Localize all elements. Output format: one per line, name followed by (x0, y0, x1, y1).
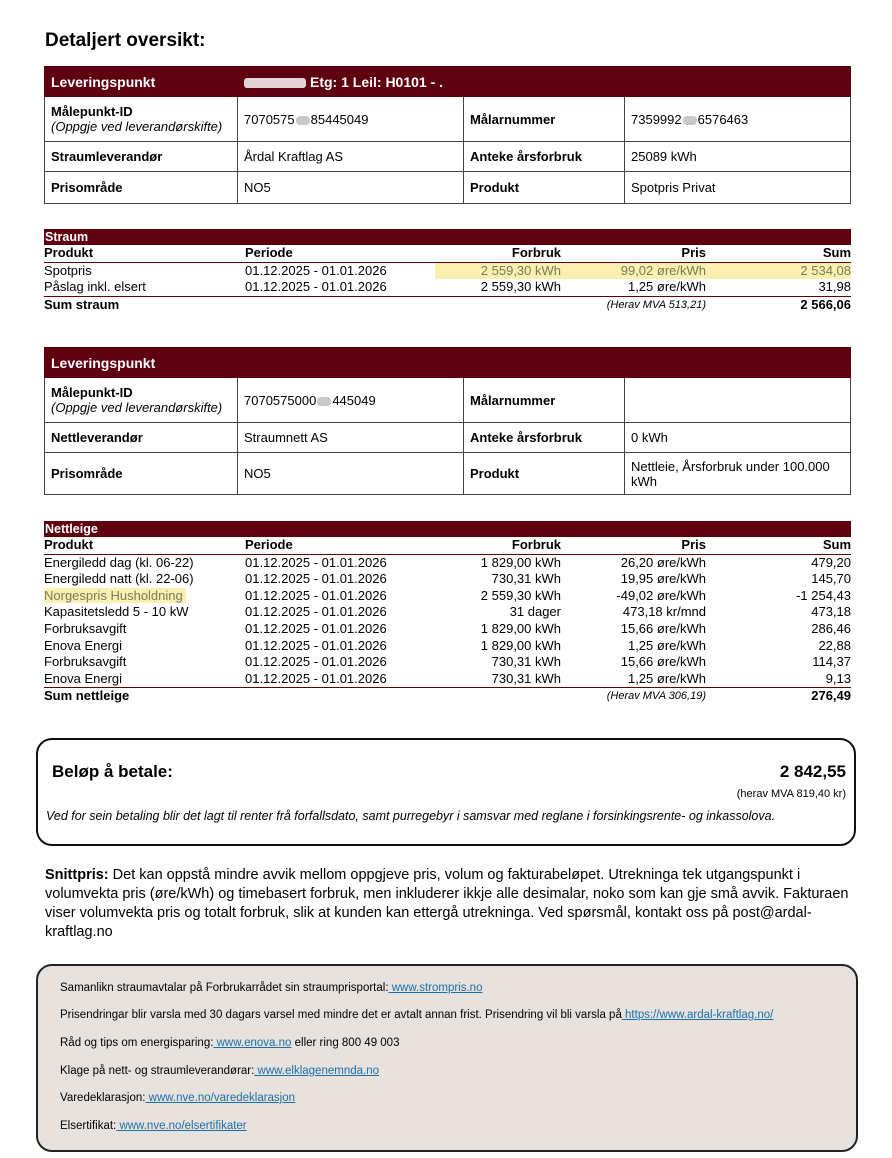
nettleige-title: Nettleige (44, 521, 851, 537)
network-meterpoint-value: 7070575000 445049 (238, 378, 464, 423)
network-header-label: Leveringspunkt (45, 348, 851, 378)
table-row: Energiledd natt (kl. 22-06) 01.12.2025 - 01.01.2026 730,31 kWh 19,95 øre/kWh 145,70 (44, 571, 851, 587)
product-value: Spotpris Privat (625, 172, 851, 204)
redacted-digits (317, 397, 331, 406)
network-product-value: Nettleie, Årsforbruk under 100.000 kWh (625, 453, 851, 495)
supply-header-label: Leveringspunkt (45, 67, 238, 97)
payment-amount: 2 842,55 (779, 762, 846, 781)
table-row: Forbruksavgift 01.12.2025 - 01.01.2026 730,31 kWh 15,66 øre/kWh 114,37 (44, 654, 851, 670)
price-area-label: Prisområde (45, 172, 238, 204)
price-area-value: NO5 (238, 172, 464, 204)
table-row: Energiledd dag (kl. 06-22) 01.12.2025 - 01.01.2026 1 829,00 kWh 26,20 øre/kWh 479,20 (44, 554, 851, 570)
table-row: Spotpris 01.12.2025 - 01.01.2026 2 559,30 kWh 99,02 øre/kWh 2 534,08 (44, 262, 851, 278)
table-row: Forbruksavgift 01.12.2025 - 01.01.2026 1 829,00 kWh 15,66 øre/kWh 286,46 (44, 620, 851, 636)
network-price-area-label: Prisområde (45, 453, 238, 495)
nve-varedeklarasjon-link[interactable]: www.nve.no/varedeklarasjon (145, 1092, 296, 1104)
info-line-certificate: Elsertifikat: www.nve.no/elsertifikater (60, 1120, 247, 1132)
highlighted-usage: 2 559,30 kWh (435, 263, 561, 280)
highlighted-product: Norgespris Husholdning (44, 588, 186, 603)
supply-meter-number-label: Målarnummer (464, 97, 625, 142)
grid-operator-value: Straumnett AS (238, 423, 464, 453)
redacted-address (244, 78, 306, 88)
network-price-area-value: NO5 (238, 453, 464, 495)
info-line-complaint: Klage på nett- og straumleverandørar: www.elklagenemnda.no (60, 1065, 379, 1077)
supply-meterpoint-value: 7070575 85445049 (238, 97, 464, 142)
payment-box (36, 738, 856, 846)
table-row: Enova Energi 01.12.2025 - 01.01.2026 1 829,00 kWh 1,25 øre/kWh 22,88 (44, 637, 851, 653)
nettleige-sum-row: Sum nettleige (Herav MVA 306,19) 276,49 (44, 688, 851, 704)
nettleige-table (44, 521, 851, 705)
network-delivery-point-table (44, 347, 851, 495)
straum-table (44, 229, 851, 313)
redacted-digits (296, 116, 310, 125)
table-row: Norgespris Husholdning 01.12.2025 - 01.01.2026 2 559,30 kWh -49,02 øre/kWh -1 254,43 (44, 587, 851, 603)
nettleige-header-row: Produkt Periode Forbruk Pris Sum (44, 537, 851, 555)
supplier-label: Straumleverandør (45, 142, 238, 172)
highlighted-sum: 2 534,08 (706, 263, 851, 280)
info-line-enova: Råd og tips om energisparing: www.enova.no eller ring 800 49 003 (60, 1037, 400, 1049)
supply-meter-number-value: 7359992 6576463 (625, 97, 851, 142)
payment-mva: (herav MVA 819,40 kr) (736, 788, 846, 800)
straum-header-row: Produkt Periode Forbruk Pris Sum (44, 245, 851, 263)
network-annual-usage-value: 0 kWh (625, 423, 851, 453)
supply-delivery-point-table (44, 66, 851, 204)
info-box (36, 964, 858, 1152)
grid-operator-label: Nettleverandør (45, 423, 238, 453)
network-annual-usage-label: Anteke årsforbruk (464, 423, 625, 453)
straum-title: Straum (44, 229, 851, 245)
network-meter-number-label: Målarnummer (464, 378, 625, 423)
table-row: Påslag inkl. elsert 01.12.2025 - 01.01.2026 2 559,30 kWh 1,25 øre/kWh 31,98 (44, 279, 851, 295)
info-line-strompris: Samanlikn straumavtalar på Forbrukarrådet sin straumprisportal: www.strompris.no (60, 982, 483, 994)
page-title: Detaljert oversikt: (45, 30, 206, 51)
elklagenemnda-link[interactable]: www.elklagenemnda.no (254, 1065, 379, 1077)
info-line-declaration: Varedeklarasjon: www.nve.no/varedeklarasjon (60, 1092, 296, 1104)
ardal-kraftlag-link[interactable]: https://www.ardal-kraftlag.no/ (621, 1009, 774, 1021)
supply-meterpoint-label: Målepunkt-ID (Oppgje ved leverandørskifte) (45, 97, 238, 142)
supplier-value: Årdal Kraftlag AS (238, 142, 464, 172)
redacted-digits (683, 116, 697, 125)
annual-usage-label: Anteke årsforbruk (464, 142, 625, 172)
annual-usage-value: 25089 kWh (625, 142, 851, 172)
enova-link[interactable]: www.enova.no (213, 1037, 292, 1049)
product-label: Produkt (464, 172, 625, 204)
straum-sum-row: Sum straum (Herav MVA 513,21) 2 566,06 (44, 296, 851, 312)
network-meterpoint-label: Målepunkt-ID (Oppgje ved leverandørskifte) (45, 378, 238, 423)
average-price-note: Snittpris: Det kan oppstå mindre avvik mellom oppgjeve pris, volum og fakturabeløpet. Utrekninga tek utgangspunkt i volumvekta pris (øre/kWh) og timebasert forbruk, men inkluderer ikkje alle desimalar, noko som kan gje små avvik. Fakturaen viser volumvekta pris og totalt forbruk, slik at kunden kan ettergå utrekninga. Ved spørsmål, kontakt oss på post@ardal-kraftlag.no (45, 867, 849, 940)
nve-elsertifikater-link[interactable]: www.nve.no/elsertifikater (116, 1120, 247, 1132)
table-row: Enova Energi 01.12.2025 - 01.01.2026 730,31 kWh 1,25 øre/kWh 9,13 (44, 670, 851, 686)
table-row: Kapasitetsledd 5 - 10 kW 01.12.2025 - 01.01.2026 31 dager 473,18 kr/mnd 473,18 (44, 604, 851, 620)
payment-label: Beløp å betale: (52, 762, 173, 781)
strompris-link[interactable]: www.strompris.no (388, 982, 483, 994)
supply-header-address: Etg: 1 Leil: H0101 - . (238, 67, 851, 97)
network-meter-number-value (625, 378, 851, 423)
highlighted-price: 99,02 øre/kWh (561, 263, 706, 280)
network-product-label: Produkt (464, 453, 625, 495)
payment-note: Ved for sein betaling blir det lagt til renter frå forfallsdato, samt purregebyr i samsvar med reglane i forsinkingsrente- og inkassolova. (46, 809, 776, 823)
info-line-price-change: Prisendringar blir varsla med 30 dagars varsel med mindre det er avtalt annan frist. Prisendring vil bli varsla på https://www.ardal-kraftlag.no/ (60, 1009, 774, 1021)
